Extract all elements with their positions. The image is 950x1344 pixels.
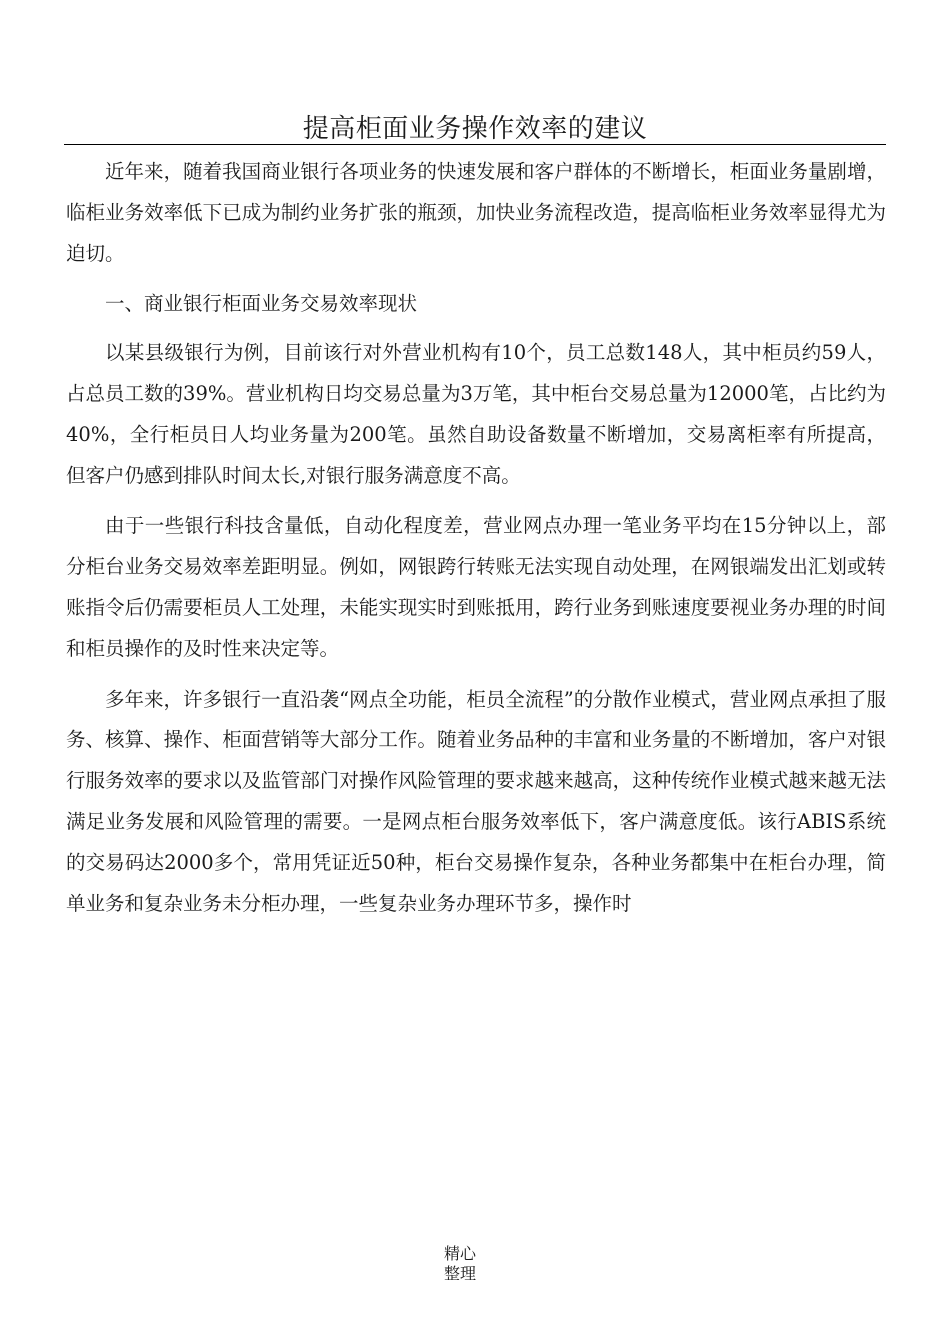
section-heading: 一、商业银行柜面业务交易效率现状 — [105, 292, 418, 316]
document-title: 提高柜面业务操作效率的建议 — [302, 114, 648, 144]
paragraph-operating-model: 多年来，许多银行一直沿袭“网点全功能，柜员全流程”的分散作业模式，营业网点承担了服务、核算、操作、柜面营销等大部分工作。随着业务品种的丰富和业务量的不断增加，客户对银行服务效率的要求以及监管部门对操作风险管理的要求越来越高，这种传统作业模式越来越无法满足业务发展和风险管理的需要。一是网点柜台服务效率低下，客户满意度低。该行ABIS系统的交易码达2000多个，常用凭证近50种，柜台交易操作复杂，各种业务都集中在柜台办理，简单业务和复杂业务未分柜办理，一些复杂业务办理环节多，操作时 — [66, 687, 886, 915]
page-footer — [425, 1244, 495, 1284]
paragraph-example: 以某县级银行为例，目前该行对外营业机构有10个，员工总数148人，其中柜员约59人，占总员工数的39%。营业机构日均交易总量为3万笔，其中柜台交易总量为12000笔，占比约为40%，全行柜员日人均业务量为200笔。虽然自助设备数量不断增加，交易离柜率有所提高，但客户仍感到排队时间太长,对银行服务满意度不高。 — [66, 341, 886, 487]
footer-line-2: 整理 — [443, 1264, 476, 1283]
title-underline — [64, 144, 886, 145]
paragraph-intro: 近年来，随着我国商业银行各项业务的快速发展和客户群体的不断增长，柜面业务量剧增，临柜业务效率低下已成为制约业务扩张的瓶颈，加快业务流程改造，提高临柜业务效率显得尤为迫切。 — [66, 160, 886, 265]
footer-line-1: 精心 — [443, 1244, 476, 1263]
document-body — [66, 152, 886, 934]
paragraph-technology: 由于一些银行科技含量低，自动化程度差，营业网点办理一笔业务平均在15分钟以上，部分柜台业务交易效率差距明显。例如，网银跨行转账无法实现自动处理，在网银端发出汇划或转账指令后仍需要柜员人工处理，未能实现实时到账抵用，跨行业务到账速度要视业务办理的时间和柜员操作的及时性来决定等。 — [66, 514, 886, 660]
